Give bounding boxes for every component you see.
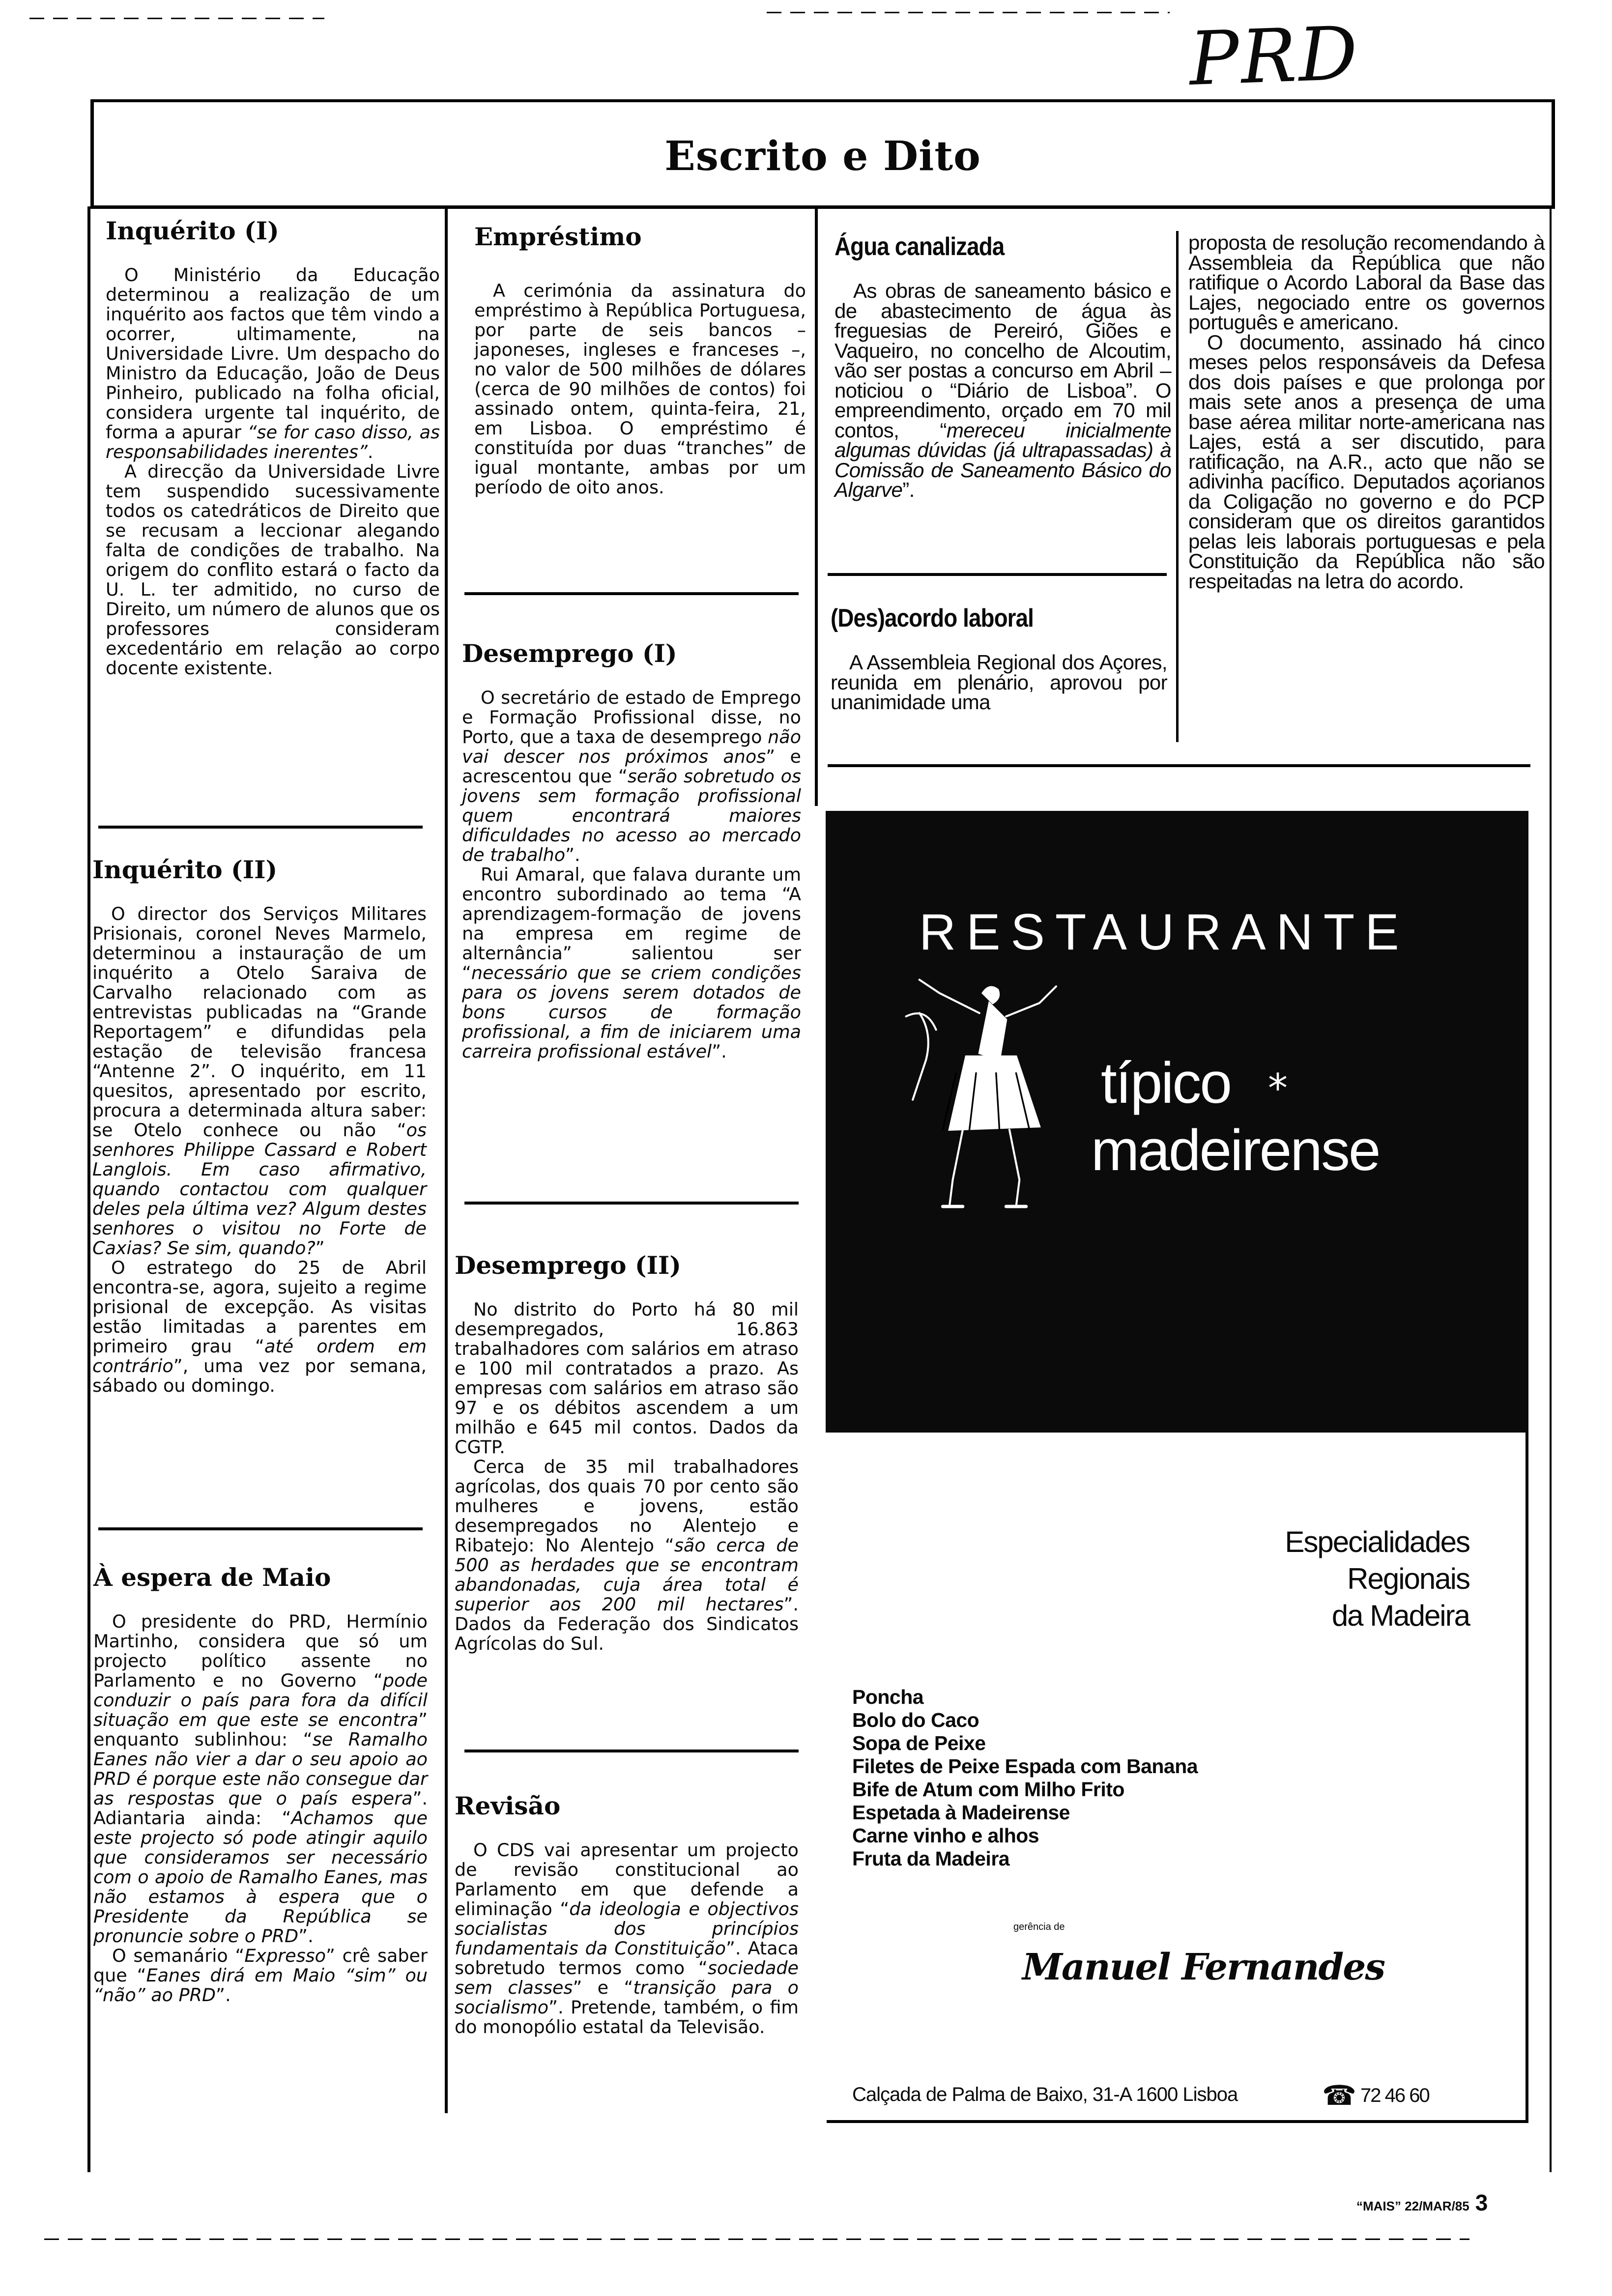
scan-noise bbox=[767, 12, 1170, 13]
text-run: ”. Adiantaria ainda: “ bbox=[93, 1788, 428, 1829]
paragraph bbox=[106, 265, 440, 462]
article-espera-de-maio bbox=[93, 1563, 428, 2005]
specialties-line: Regionais bbox=[1347, 1562, 1469, 1595]
text-run: ”. Dados da Federação dos Sindicatos Agrícolas do Sul. bbox=[455, 1594, 799, 1654]
quoted-text: Eanes dirá em Maio “sim” ou “não” ao PRD bbox=[93, 1965, 428, 2006]
paragraph bbox=[92, 904, 427, 1258]
text-run: Rui Amaral, que falava durante um encontro subordinado ao tema “A aprendizagem-formação de jovens na empresa em regime de alternância” salientou ser “ bbox=[462, 864, 801, 983]
ad-border bbox=[1526, 1433, 1528, 2123]
column-rule bbox=[1550, 206, 1552, 2172]
ad-restaurant-name: RESTAURANTE bbox=[919, 904, 1410, 961]
article-heading: Água canalizada bbox=[835, 232, 1005, 261]
section-header bbox=[90, 99, 1555, 209]
text-run: O documento, assinado há cinco meses pelos responsáveis da Defesa dos dois países e que prolonga por mais sete anos a presença de uma base aérea militar norte-americana nas Lajes, está a ser discutido, para ratificação, na A.R., acto que não se adivinha pacífico. Deputados açorianos da Coligação no governo e do PCP consideram que os direitos garantidos pelas leis laborais portuguesas e pela Constituição da República não são respeitadas na letra do acordo. bbox=[1188, 330, 1545, 593]
quoted-text: da ideologia e objectivos socialistas dos princípios fundamentais da Constituição bbox=[455, 1898, 799, 1959]
paragraph bbox=[455, 1300, 799, 1457]
text-run: A direcção da Universidade Livre tem suspendido sucessivamente todos os catedráticos de Direito que se recusam a leccionar alegando falta de condições de trabalho. Na origem do conflito estará o facto da U. L. ter admitido, no curso de Direito, um número de alunos que os professores consideram excedentário em relação ao corpo docente existente. bbox=[106, 461, 440, 679]
menu-list bbox=[852, 1686, 1198, 1870]
paragraph bbox=[1188, 330, 1545, 593]
article-body bbox=[106, 265, 440, 678]
quoted-text: necessário que se criem condições para os jovens serem dotados de bons cursos de formação profissional, a fim de iniciarem uma carreira profissional estável bbox=[462, 962, 801, 1062]
quoted-text: os senhores Philippe Cassard e Robert Langlois. Em caso afirmativo, quando contactou com qualquer deles pela última vez? Algum destes senhores o visitou no Forte de Caxias? Se sim, quando? bbox=[92, 1119, 427, 1259]
quoted-text: “se for caso disso, as responsabilidades inerentes” bbox=[106, 422, 440, 462]
text-run: ”. bbox=[565, 844, 580, 865]
paragraph bbox=[835, 281, 1171, 500]
text-run: O estratego do 25 de Abril encontra-se, agora, sujeito a regime prisional de excepção. As visitas estão limitadas a parentes em primeiro grau “ bbox=[92, 1257, 427, 1357]
quoted-text: Expresso bbox=[244, 1945, 326, 1966]
quoted-text: serão sobretudo os jovens sem formação profissional quem encontrará maiores dificuldades no acesso ao mercado de trabalho bbox=[462, 766, 802, 865]
menu-item: Carne vinho e alhos bbox=[852, 1824, 1039, 1847]
publication-date: “MAIS” 22/MAR/85 bbox=[1356, 2199, 1469, 2213]
article-emprestimo bbox=[474, 222, 806, 497]
text-run: As obras de saneamento básico e de abastecimento de água às freguesias de Pereiró, Giões e Vaqueiro, no concelho de Alcoutim, vão ser postas a concurso em Abril – noticiou o “Diário de Lisboa”. O empreendimento, orçado em 70 mil contos, “ bbox=[835, 279, 1171, 442]
menu-item: Espetada à Madeirense bbox=[852, 1801, 1070, 1824]
scan-noise bbox=[44, 2239, 1469, 2240]
text-run: A cerimónia da assinatura do empréstimo à República Portuguesa, por parte de seis bancos – japoneses, ingleses e franceses –, no valor de 500 milhões de dólares (cerca de 90 milhões de contos) foi assinado ontem, quinta-feira, 21, em Lisboa. O empréstimo é constituída por duas “tranches” de igual montante, ambas por um período de oito anos. bbox=[474, 280, 806, 498]
menu-item: Filetes de Peixe Espada com Banana bbox=[852, 1755, 1198, 1778]
text-run: ”. bbox=[902, 478, 915, 501]
article-inquerito-2 bbox=[92, 855, 427, 1396]
text-run: O Ministério da Educação determinou a realização de um inquérito aos factos que têm vindo a ocorrer, ultimamente, na Universidade Livre. Um despacho do Ministro da Educação, João de Deus Pinheiro, publicado na folha oficial, considera urgente tal inquérito, de forma a apurar bbox=[106, 264, 440, 443]
article-body bbox=[835, 281, 1171, 500]
section-title: Escrito e Dito bbox=[664, 133, 981, 180]
scan-noise bbox=[29, 18, 324, 19]
article-body bbox=[93, 1612, 428, 2005]
menu-item: Bife de Atum com Milho Frito bbox=[852, 1778, 1124, 1801]
telephone-icon: ☎ bbox=[1322, 2080, 1356, 2112]
column-rule bbox=[1176, 231, 1179, 742]
text-run: ” crê saber que “ bbox=[93, 1945, 428, 1986]
article-desemprego-1 bbox=[462, 639, 801, 1062]
article-separator bbox=[464, 1750, 799, 1752]
article-separator bbox=[828, 764, 1530, 767]
text-run: O director dos Serviços Militares Prisionais, coronel Neves Marmelo, determinou a instauração de um inquérito a Otelo Saraiva de Carvalho relacionado com as entrevistas publicadas na “Grande Reportagem” e difundidas pela estação de televisão francesa “Antenne 2”. O inquérito, em 11 quesitos, apresentado por escrito, procura a determinada altura saber: se Otelo conhece ou não “ bbox=[92, 903, 427, 1141]
paragraph bbox=[1188, 233, 1545, 333]
text-run: A Assembleia Regional dos Açores, reunida em plenário, aprovou por unanimidade uma bbox=[831, 651, 1167, 714]
manager-signature: Manuel Fernandes bbox=[1022, 1946, 1385, 1988]
specialties-line: da Madeira bbox=[1331, 1599, 1469, 1632]
article-separator bbox=[98, 1527, 423, 1530]
restaurant-ad-banner bbox=[826, 811, 1528, 1433]
quoted-text: mereceu inicialmente algumas dúvidas (já ultrapassadas) à Comissão de Saneamento Básico do Algarve bbox=[835, 418, 1171, 501]
column-rule bbox=[445, 206, 448, 2113]
text-run: ” e “ bbox=[573, 1977, 633, 1998]
article-body bbox=[92, 904, 427, 1396]
text-run: ” enquanto sublinhou: “ bbox=[93, 1709, 428, 1750]
article-heading: Desemprego (II) bbox=[455, 1251, 681, 1280]
paragraph bbox=[474, 281, 806, 497]
paragraph bbox=[93, 1612, 428, 1946]
quoted-text: até ordem em contrário bbox=[92, 1336, 427, 1377]
text-run: ”. bbox=[712, 1041, 727, 1062]
quoted-text: não vai descer nos próximos anos bbox=[462, 726, 801, 767]
text-run: . bbox=[367, 441, 374, 462]
column-rule bbox=[87, 206, 90, 2172]
ad-tagline-tipico: típico bbox=[1101, 1051, 1231, 1116]
article-heading: À espera de Maio bbox=[93, 1563, 331, 1592]
article-separator bbox=[98, 826, 423, 829]
article-separator bbox=[464, 592, 799, 595]
article-agua-canalizada bbox=[835, 232, 1171, 500]
text-run: ”, uma vez por semana, sábado ou domingo. bbox=[92, 1355, 427, 1396]
text-run: O presidente do PRD, Hermínio Martinho, considera que só um projecto político assente no Parlamento e no Governo “ bbox=[93, 1611, 428, 1691]
article-heading: (Des)acordo laboral bbox=[831, 604, 1034, 632]
article-body bbox=[455, 1300, 799, 1654]
menu-item: Sopa de Peixe bbox=[852, 1732, 986, 1754]
menu-item: Fruta da Madeira bbox=[852, 1847, 1010, 1870]
text-run: ” e acrescentou que “ bbox=[462, 746, 802, 787]
ad-border bbox=[827, 2120, 1528, 2123]
quoted-text: sociedade sem classes bbox=[455, 1957, 799, 1998]
quoted-text: são cerca de 500 as herdades que se encontram abandonadas, cuja área total é superior aos 200 mil hectares bbox=[455, 1535, 799, 1615]
paragraph bbox=[462, 865, 801, 1062]
article-heading: Inquérito (II) bbox=[92, 855, 278, 884]
article-separator bbox=[464, 1202, 799, 1205]
management-label: gerência de bbox=[1013, 1922, 1065, 1932]
column-rule bbox=[815, 206, 818, 806]
article-heading: Empréstimo bbox=[474, 222, 642, 251]
text-run: ” bbox=[315, 1237, 325, 1259]
article-desacordo-laboral-continued bbox=[1188, 233, 1545, 591]
text-run: O CDS vai apresentar um projecto de revisão constitucional ao Parlamento em que defende a eliminação “ bbox=[455, 1839, 799, 1920]
menu-item: Bolo do Caco bbox=[852, 1709, 979, 1731]
specialties-title bbox=[1180, 1523, 1469, 1634]
quoted-text: transição para o socialismo bbox=[455, 1977, 799, 2018]
article-heading: Revisão bbox=[455, 1791, 561, 1820]
specialties-line: Especialidades bbox=[1285, 1525, 1469, 1558]
paragraph bbox=[462, 688, 801, 865]
menu-item: Poncha bbox=[852, 1686, 924, 1708]
paragraph bbox=[831, 653, 1167, 713]
article-body bbox=[474, 281, 806, 497]
article-inquerito-1 bbox=[106, 216, 440, 678]
handwritten-annotation: PRD bbox=[1188, 11, 1361, 102]
text-run: ”. bbox=[216, 1984, 231, 2006]
article-body bbox=[455, 1840, 799, 2037]
dancing-couple-illustration bbox=[899, 973, 1086, 1347]
text-run: O secretário de estado de Emprego e Formação Profissional disse, no Porto, que a taxa de desemprego bbox=[462, 687, 801, 747]
paragraph bbox=[92, 1258, 427, 1396]
paragraph bbox=[93, 1946, 428, 2005]
article-heading: Desemprego (I) bbox=[462, 639, 677, 668]
restaurant-address: Calçada de Palma de Baixo, 31-A 1600 Lisboa bbox=[852, 2084, 1238, 2105]
text-run: ”. Pretende, também, o fim do monopólio estatal da Televisão. bbox=[455, 1997, 799, 2038]
text-run: O semanário “ bbox=[112, 1945, 245, 1966]
quoted-text: pode conduzir o país para fora da difícil situação em que este se encontra bbox=[93, 1670, 428, 1730]
article-desacordo-laboral bbox=[831, 603, 1167, 713]
asterisk: * bbox=[1268, 1065, 1288, 1111]
paragraph bbox=[455, 1840, 799, 2037]
paragraph bbox=[106, 462, 440, 678]
page-number: 3 bbox=[1475, 2190, 1488, 2215]
article-desemprego-2 bbox=[455, 1251, 799, 1654]
text-run: No distrito do Porto há 80 mil desempregados, 16.863 trabalhadores com salários em atraso e 100 mil contratados a prazo. As empresas com salários em atraso são 97 e os débitos ascendem a um milhão e 645 mil contos. Dados da CGTP. bbox=[455, 1299, 799, 1458]
text-run: ”. Ataca sobretudo termos como “ bbox=[455, 1938, 799, 1979]
article-separator bbox=[828, 573, 1167, 576]
text-run: ”. bbox=[298, 1925, 314, 1947]
article-revisao bbox=[455, 1791, 799, 2037]
quoted-text: se Ramalho Eanes não vier a dar o seu apoio ao PRD é porque este não consegue dar as respostas que o país espera bbox=[93, 1729, 428, 1809]
article-heading: Inquérito (I) bbox=[106, 216, 279, 245]
article-body bbox=[831, 653, 1167, 713]
restaurant-phone: 72 46 60 bbox=[1360, 2085, 1429, 2106]
article-body bbox=[1188, 233, 1545, 591]
page-footer bbox=[1356, 2189, 1488, 2216]
text-run: proposta de resolução recomendando à Assembleia da República que não ratifique o Acordo Laboral da Base das Lajes, negociado entre os governos português e americano. bbox=[1188, 231, 1545, 334]
article-body bbox=[462, 688, 801, 1062]
quoted-text: Achamos que este projecto só pode atingir aquilo que consideramos ser necessário com o apoio de Ramalho Eanes, mas não estamos à espera que o Presidente da República se pronuncie sobre o PRD bbox=[93, 1808, 428, 1947]
text-run: Cerca de 35 mil trabalhadores agrícolas, dos quais 70 por cento são mulheres e jovens, estão desempregados no Alentejo e Ribatejo: No Alentejo “ bbox=[455, 1456, 799, 1556]
paragraph bbox=[455, 1457, 799, 1654]
ad-tagline-madeirense: madeirense bbox=[1091, 1118, 1380, 1183]
